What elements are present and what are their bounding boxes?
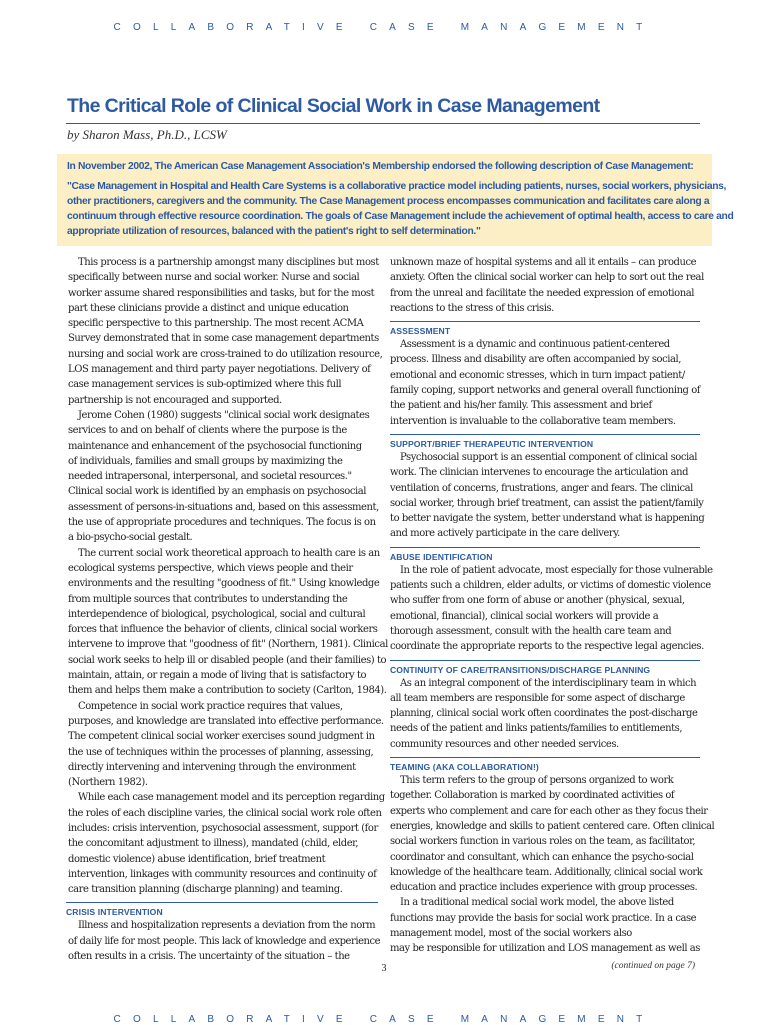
text-line: includes: crisis intervention, psychosocial assessment, support (for (68, 822, 378, 834)
paragraph-ecological (68, 546, 388, 699)
text-line: specifically between nurse and social worker. Nurse and social (68, 272, 360, 284)
section-heading-support: SUPPORT/BRIEF THERAPEUTIC INTERVENTION (390, 434, 700, 450)
text-line: This process is a partnership amongst many disciplines but most (78, 257, 379, 268)
text-line: unknown maze of hospital systems and all it entails – can produce (390, 257, 697, 268)
text-line: Clinical social work is identified by an emphasis on psychosocial (68, 486, 366, 498)
paragraph-abuse (390, 563, 713, 655)
text-line: often results in a crisis. The uncertainty of the situation – the (68, 951, 350, 963)
text-line: family coping, support networks and general overall functioning of (390, 385, 701, 397)
text-line: case management services is sub-optimized where this full (68, 379, 342, 391)
text-line: the concomitant adjustment to illness), mandated (child, elder, (68, 838, 359, 850)
text-line: assessment of persons-in-situations and, based on this assessment, (68, 501, 379, 513)
text-line: partnership is not encouraged and supported. (68, 394, 282, 406)
text-line: domestic violence) abuse identification, brief treatment (68, 853, 326, 865)
text-line: the use of appropriate procedures and techniques. The focus is on (68, 517, 376, 529)
text-line: thorough assessment, consult with the health care team and (390, 625, 672, 637)
text-line: interdependence of biological, psychological, social and cultural (68, 608, 366, 620)
text-line: social workers function in various roles on the team, as facilitator, (390, 836, 696, 848)
paragraph-continuity (390, 676, 702, 752)
text-line: social worker, through brief treatment, can assist the patient/family (390, 497, 704, 509)
paragraph-roles (68, 790, 385, 897)
section-heading-abuse-identification: ABUSE IDENTIFICATION (390, 547, 700, 563)
text-line: knowledge of the healthcare team. Additionally, clinical social work (390, 866, 703, 878)
text-line: may be responsible for utilization and LOS management as well as (390, 943, 700, 955)
text-line: In the role of patient advocate, most especially for those vulnerable (400, 564, 713, 576)
text-line: part these clinicians provide a distinct and unique education (68, 302, 349, 314)
section-heading-crisis-intervention: CRISIS INTERVENTION (66, 902, 378, 918)
left-column (66, 255, 388, 964)
text-line: care transition planning (discharge planning) and teaming. (68, 884, 343, 896)
running-header: COLLABORATIVE CASE MANAGEMENT (113, 22, 655, 33)
text-line: who suffer from one form of abuse or another (physical, sexual, (390, 595, 685, 607)
text-line: emotional and economic stresses, which in turn impact patient/ (390, 369, 685, 381)
text-line: (Northern 1982). (68, 777, 148, 789)
text-line: anxiety. Often the clinical social worker can help to sort out the real (390, 272, 704, 284)
text-line: work. The clinician intervenes to encourage the articulation and (390, 467, 689, 479)
text-line: from multiple sources that contributes to understanding the (68, 593, 348, 605)
article-title: The Critical Role of Clinical Social Work in Case Management (67, 95, 600, 117)
text-line: community resources and other needed services. (390, 738, 619, 750)
paragraph-traditional-model (390, 895, 702, 956)
text-line: ventilation of concerns, frustrations, anger and fears. The clinical (390, 482, 693, 494)
text-line: intervention, linkages with community resources and continuity of (68, 868, 377, 880)
text-line: environments and the resulting "goodness of fit." Using knowledge (68, 578, 380, 590)
text-line: coordinate the appropriate reports to the respective legal agencies. (390, 641, 704, 653)
text-line: experts who complement and care for each other as they focus their (390, 805, 708, 817)
acma-definition-callout (57, 154, 734, 246)
text-line: of daily life for most people. This lack of knowledge and experience (68, 935, 381, 947)
text-line: process. Illness and disability are often accompanied by social, (390, 354, 682, 366)
text-line: of individuals, families and small groups by maximizing the (68, 455, 343, 467)
text-line: directly intervening and intervening through the environment (68, 761, 356, 773)
callout-quote-line: "Case Management in Hospital and Health Care Systems is a collaborative practice model including patients, nurses, social workers, physicians, (67, 181, 727, 192)
paragraph-crisis (68, 918, 380, 964)
text-line: the roles of each discipline varies, the clinical social work role often (68, 807, 382, 819)
text-line: the patient and his/her family. This assessment and brief (390, 400, 652, 412)
text-line: all team members are responsible for some aspect of discharge (390, 692, 685, 704)
text-line: Survey demonstrated that in some case management departments (68, 333, 379, 345)
text-line: Psychosocial support is an essential component of clinical social (400, 451, 698, 463)
text-line: education and practice includes experience with group processes. (390, 882, 698, 894)
text-line: patients such a children, elder adults, or victims of domestic violence (390, 580, 711, 592)
callout-quote-line: appropriate utilization of resources, balanced with the patient's right to self determination." (67, 226, 481, 237)
text-line: social work seeks to help ill or disabled people (and their families) to (68, 654, 387, 666)
continued-note: (continued on page 7) (611, 961, 695, 971)
page-number: 3 (381, 963, 387, 974)
text-line: them and helps them make a contribution to society (Carlton, 1984). (68, 685, 387, 697)
text-line: ecological systems perspective, which views people and their (68, 562, 353, 574)
text-line: and more actively participate in the care delivery. (390, 528, 620, 540)
text-line: together. Collaboration is marked by coordinated activities of (390, 790, 675, 802)
text-line: maintenance and enhancement of the psychosocial functioning (68, 440, 362, 452)
text-line: reactions to the stress of this crisis. (390, 302, 554, 314)
text-line: purposes, and knowledge are translated into effective performance. (68, 715, 384, 727)
title-divider (66, 123, 700, 124)
text-line: Competence in social work practice requires that values, (78, 700, 343, 712)
running-footer: COLLABORATIVE CASE MANAGEMENT (113, 1014, 655, 1025)
paragraph-teaming (390, 773, 715, 895)
right-column (390, 255, 715, 957)
text-line: emotional, financial), clinical social workers will provide a (390, 610, 659, 622)
text-line: intervene to improve that "goodness of fit" (Northern, 1981). Clinical (68, 639, 388, 651)
callout-quote-line: continuum through effective resource coordination. The goals of Case Management include the achievement of optimal health, access to care and (67, 211, 734, 222)
text-line: management model, most of the social workers also (390, 927, 632, 939)
text-line: services to and on behalf of clients where the purpose is the (68, 425, 347, 437)
text-line: the use of techniques within the processes of planning, assessing, (68, 746, 374, 758)
text-line: Assessment is a dynamic and continuous patient-centered (400, 339, 670, 351)
text-line: As an integral component of the interdisciplinary team in which (400, 677, 697, 689)
section-heading-continuity-of-care: CONTINUITY OF CARE/TRANSITIONS/DISCHARGE PLANNING (390, 660, 700, 676)
text-line: needed intrapersonal, interpersonal, and societal resources." (68, 471, 352, 483)
callout-intro: In November 2002, The American Case Management Association's Membership endorsed the following description of Case Management: (67, 161, 694, 172)
text-line: coordinator and consultant, which can enhance the psycho-social (390, 851, 694, 863)
text-line: LOS management and third party payer negotiations. Delivery of (68, 364, 371, 376)
text-line: The competent clinical social worker exercises sound judgment in (68, 731, 375, 743)
text-line: This term refers to the group of persons organized to work (400, 775, 674, 787)
callout-quote-line: other practitioners, caregivers and the community. The Case Management process encompasses communication and facilitates care along a (67, 196, 710, 207)
text-line: maintain, attain, or regain a mode of living that is satisfactory to (68, 670, 367, 682)
byline: by Sharon Mass, Ph.D., LCSW (67, 127, 227, 142)
text-line: specific perspective to this partnership. The most recent ACMA (68, 318, 364, 330)
text-line: from the unreal and facilitate the needed expression of emotional (390, 287, 694, 299)
section-heading-assessment: ASSESSMENT (390, 321, 700, 337)
paragraph-assessment (390, 337, 702, 429)
paragraph-cohen (68, 408, 380, 546)
paragraph-support (390, 450, 705, 542)
text-line: functions may provide the basis for social work practice. In a case (390, 912, 697, 924)
text-line: forces that influence the behavior of clients, clinical social workers (68, 624, 378, 636)
text-line: a bio-psycho-social gestalt. (68, 532, 193, 544)
text-line: The current social work theoretical approach to health care is an (78, 547, 380, 559)
paragraph-competence (68, 699, 384, 791)
text-line: to better navigate the system, better understand what is happening (390, 513, 705, 525)
section-heading-teaming: TEAMING (AKA COLLABORATION!) (390, 757, 700, 773)
text-line: needs of the patient and links patients/families to entitlements, (390, 723, 683, 735)
text-line: While each case management model and its perception regarding (78, 792, 385, 804)
text-line: Jerome Cohen (1980) suggests "clinical social work designates (78, 409, 370, 421)
text-line: worker assume shared responsibilities and tasks, but for the most (68, 287, 375, 299)
text-line: Illness and hospitalization represents a deviation from the norm (78, 920, 376, 932)
paragraph-crisis-continued (390, 255, 702, 316)
text-line: intervention is invaluable to the collaborative team members. (390, 415, 676, 427)
text-line: nursing and social work are cross-trained to do utilization resource, (68, 348, 383, 360)
text-line: In a traditional medical social work model, the above listed (400, 897, 674, 909)
paragraph-partnership (68, 255, 383, 408)
text-line: planning, clinical social work often coordinates the post-discharge (390, 708, 698, 720)
text-line: energies, knowledge and skills to patient centered care. Often clinical (390, 820, 715, 832)
